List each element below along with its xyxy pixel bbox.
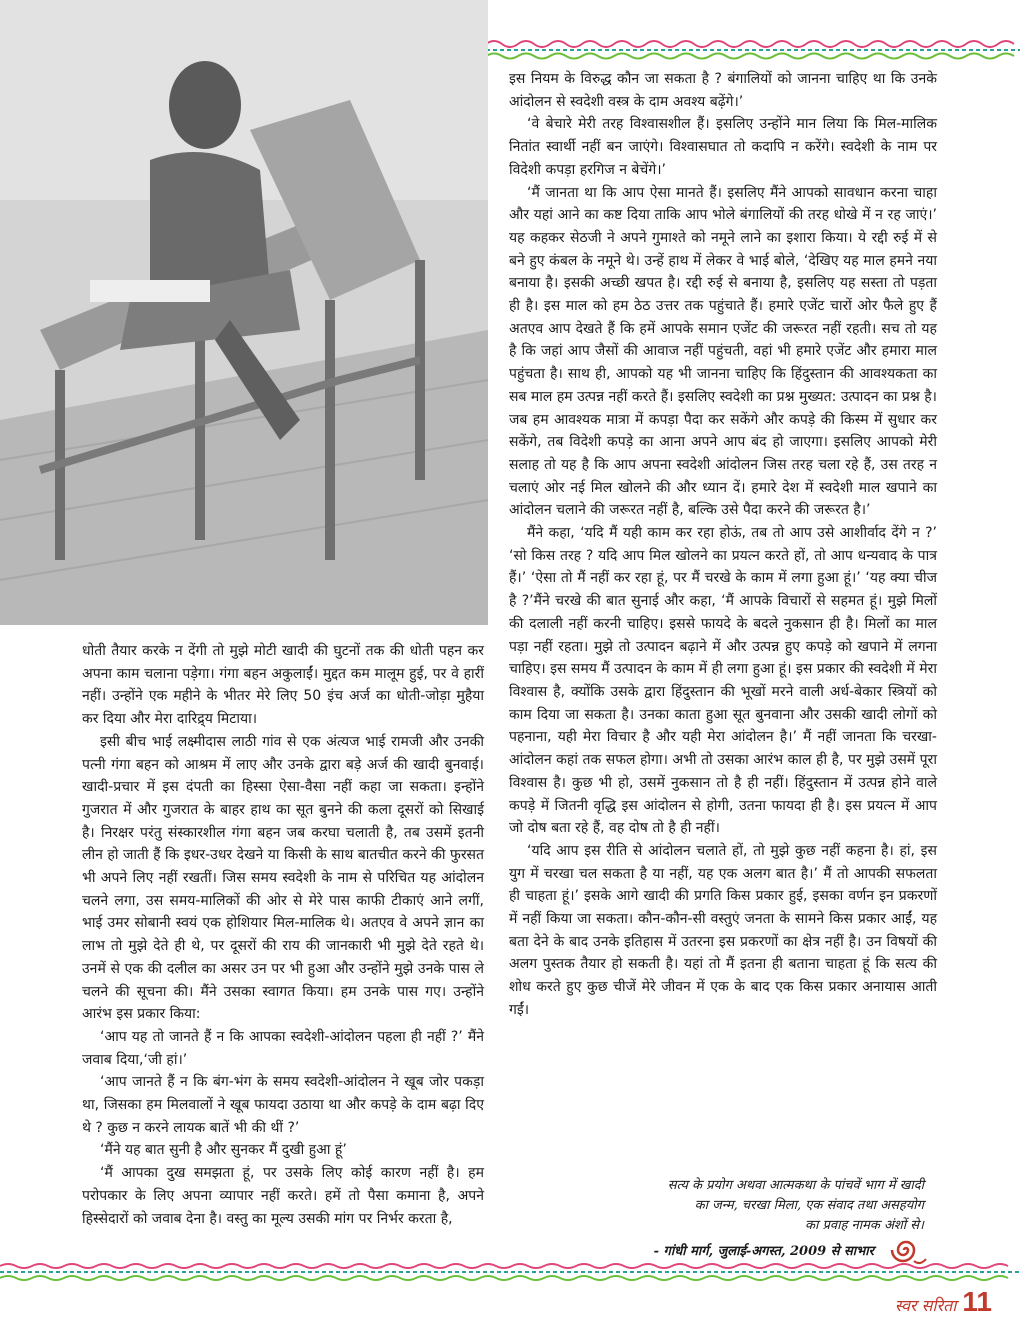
credit-line: सत्य के प्रयोग अथवा आत्मकथा के पांचवें भाग में खादी <box>667 1178 924 1193</box>
paragraph: ‘यदि आप इस रीति से आंदोलन चलाते हों, तो मुझे कुछ नहीं कहना है। हां, इस युग में चरखा चल सकता है या नहीं, यह एक अलग बात है।’ मैं तो आपकी सफलता ही चाहता हूं।’ इसके आगे खादी की प्रगति किस प्रकार हुई, इसका वर्णन इन प्रकरणों में नहीं किया जा सकता। कौन-कौन-सी वस्तुएं जनता के सामने किस प्रकार आईं, यह बता देने के बाद उनके इतिहास में उतरना इस प्रकरणों का क्षेत्र नहीं है। उन विषयों की अलग पुस्तक तैयार हो सकती है। यहां तो मैं इतना ही बताना चाहता हूं कि सत्य की शोध करते हुए कुछ चीजें मेरे जीवन में एक के बाद एक किस प्रकार अनायास आती गईं। <box>509 842 937 1018</box>
decorative-border-bottom <box>0 1262 1020 1282</box>
credit-line: का जन्म, चरखा मिला, एक संवाद तथा असहयोग <box>694 1198 924 1213</box>
source-attribution: - गांधी मार्ग, जुलाई-अगस्त, 2009 से साभार <box>653 1244 874 1259</box>
page-number: 11 <box>962 1286 992 1317</box>
paragraph: इस नियम के विरुद्ध कौन जा सकता है ? बंगालियों को जानना चाहिए था कि उनके आंदोलन से स्वदेशी वस्त्र के दाम अवश्य बढ़ेंगे।’ <box>509 71 937 110</box>
paragraph: ‘मैं जानता था कि आप ऐसा मानते हैं। इसलिए मैंने आपको सावधान करना चाहा और यहां आने का कष्ट दिया ताकि आप भोले बंगालियों की तरह धोखे में न रह जाएं।’ यह कहकर सेठजी ने अपने गुमाश्ते को नमूने लाने का इशारा किया। ये रद्दी रुई में से बने हुए कंबल के नमूने थे। उन्हें हाथ में लेकर वे भाई बोले, ‘देखिए यह माल हमने नया बनाया है। इसकी अच्छी खपत है। रद्दी रुई से बनाया है, इसलिए यह सस्ता तो पड़ता ही है। इस माल को हम ठेठ उत्तर तक पहुंचाते हैं। हमारे एजेंट चारों ओर फैले हुए हैं अतएव आप देखते हैं कि हमें आपके समान एजेंट की जरूरत नहीं रहती। सच तो यह है कि जहां आप जैसों की आवाज नहीं पहुंचती, वहां भी हमारे एजेंट और हमारा माल पहुंचता है। साथ ही, आपको यह भी जानना चाहिए कि हिंदुस्तान की आवश्यकता का सब माल हम उत्पन्न नहीं करते हैं। इसलिए स्वदेशी का प्रश्न मुख्यत: उत्पादन का प्रश्न है। जब हम आवश्यक मात्रा में कपड़ा पैदा कर सकेंगे और कपड़े की किस्म में सुधार कर सकेंगे, तब विदेशी कपड़े का आना अपने आप बंद हो जाएगा। इसलिए आपको मेरी सलाह तो यह है कि आप अपना स्वदेशी आंदोलन जिस तरह चला रहे हैं, उस तरह न चलाएं ओर नई मिल खोलने की और ध्यान दें। हमारे देश में स्वदेशी माल खपाने का आंदोलन चलाने की जरूरत नहीं है, बल्कि उसे पैदा करने की जरूरत है।’ <box>509 184 937 519</box>
magazine-name: स्वर सरिता <box>894 1296 957 1315</box>
article-column-left <box>82 640 484 1230</box>
paragraph: धोती तैयार करके न देंगी तो मुझे मोटी खादी की घुटनों तक की धोती पहन कर अपना काम चलाना पड़ेगा। गंगा बहन अकुलाईं। मुद्दत कम मालूम हुई, पर वे हारीं नहीं। उन्होंने एक महीने के भीतर मेरे लिए 50 इंच अर्ज का धोती-जोड़ा मुहैया कर दिया और मेरा दारिद्र्य मिटाया। <box>82 643 484 728</box>
source-credit-note <box>560 1176 924 1236</box>
page-footer <box>895 1288 992 1316</box>
credit-line: का प्रवाह नामक अंशों से। <box>805 1218 924 1233</box>
paragraph: ‘वे बेचारे मेरी तरह विश्वासशील हैं। इसलिए उन्होंने मान लिया कि मिल-मालिक नितांत स्वार्थी नहीं बन जाएंगे। विश्वासघात तो कदापि न करेंगे। स्वदेशी के नाम पर विदेशी कपड़ा हरगिज न बेचेंगे।’ <box>509 116 937 178</box>
paragraph: ‘आप जानते हैं न कि बंग-भंग के समय स्वदेशी-आंदोलन ने खूब जोर पकड़ा था, जिसका हम मिलवालों ने खूब फायदा उठाया था और कपड़े के दाम बढ़ा दिए थे ? कुछ न करने लायक बातें भी की थीं ?’ <box>82 1074 484 1136</box>
paragraph: मैंने कहा, ‘यदि मैं यही काम कर रहा होऊं, तब तो आप उसे आशीर्वाद देंगे न ?’ ‘सो किस तरह ? यदि आप मिल खोलने का प्रयत्न करते हों, तो आप धन्यवाद के पात्र हैं।’ ‘ऐसा तो मैं नहीं कर रहा हूं, पर मैं चरखे के काम में लगा हुआ हूं।’ ‘यह क्या चीज है ?’मैंने चरखे की बात सुनाई और कहा, ‘मैं आपके विचारों से सहमत हूं। मुझे मिलों की दलाली नहीं करनी चाहिए। इससे फायदे के बदले नुकसान ही है। मिलों का माल पड़ा नहीं रहता। मुझे तो उत्पादन बढ़ाने में और उत्पन्न हुए कपड़े को खपाने में लगना चाहिए। इस समय मैं उत्पादन के काम में ही लगा हुआ हूं। इस प्रकार की स्वदेशी में मेरा विश्वास है, क्योंकि उसके द्वारा हिंदुस्तान की भूखों मरने वाली अर्ध-बेकार स्त्रियों को काम दिया जा सकता है। उनका काता हुआ सूत बुनवाना और उसकी खादी लोगों को पहनाना, यही मेरा विचार है और यही मेरा आंदोलन है।’ मैं नहीं जानता कि चरखा-आंदोलन कहां तक सफल होगा। अभी तो उसका आरंभ काल ही है, पर मुझे उसमें पूरा विश्वास है। कुछ भी हो, उसमें नुकसान तो है ही नहीं। हिंदुस्तान में उत्पन्न होने वाले कपड़े में जितनी वृद्धि इस आंदोलन से होगी, उतना फायदा ही है। इस प्रयत्न में आप जो दोष बता रहे हैं, वह दोष तो है ही नहीं। <box>509 525 937 837</box>
paragraph: इसी बीच भाई लक्ष्मीदास लाठी गांव से एक अंत्यज भाई रामजी और उनकी पत्नी गंगा बहन को आश्रम में लाए और उनके द्वारा बड़े अर्ज की खादी बुनवाई। खादी-प्रचार में इस दंपती का हिस्सा ऐसा-वैसा नहीं कहा जा सकता। इन्होंने गुजरात में और गुजरात के बाहर हाथ का सूत बुनने की कला दूसरों को सिखाई है। निरक्षर परंतु संस्कारशील गंगा बहन जब करघा चलाती है, तब उसमें इतनी लीन हो जाती हैं कि इधर-उधर देखने या किसी के साथ बातचीत करने की फुरसत भी अपने लिए नहीं रखतीं। जिस समय स्वदेशी के नाम से परिचित यह आंदोलन चलने लगा, उस समय-मालिकों की ओर से मेरे पास काफी टीकाएं आने लगीं, भाई उमर सोबानी स्वयं एक होशियार मिल-मालिक थे। अतएव वे अपने ज्ञान का लाभ तो मुझे देते ही थे, पर दूसरों की राय की जानकारी भी मुझे देते रहते थे। उनमें से एक की दलील का असर उन पर भी हुआ और उन्होंने मुझे उनके पास ले चलने की सूचना की। मैंने उसका स्वागत किया। हम उनके पास गए। उन्होंने आरंभ इस प्रकार किया: <box>82 733 484 1023</box>
article-column-right <box>509 68 937 1022</box>
historical-photo <box>0 0 488 625</box>
paragraph: ‘मैं आपका दुख समझता हूं, पर उसके लिए कोई कारण नहीं है। हम परोपकार के लिए अपना व्यापार नहीं करते। हमें तो पैसा कमाना है, अपने हिस्सेदारों को जवाब देना है। वस्तु का मूल्य उसकी मांग पर निर्भर करता है, <box>82 1165 484 1227</box>
paragraph: ‘मैंने यह बात सुनी है और सुनकर मैं दुखी हुआ हूं’ <box>100 1142 347 1159</box>
decorative-border-top <box>486 38 1020 60</box>
paragraph: ‘आप यह तो जानते हैं न कि आपका स्वदेशी-आंदोलन पहला ही नहीं ?’ मैंने जवाब दिया,‘जी हां।’ <box>82 1028 484 1068</box>
